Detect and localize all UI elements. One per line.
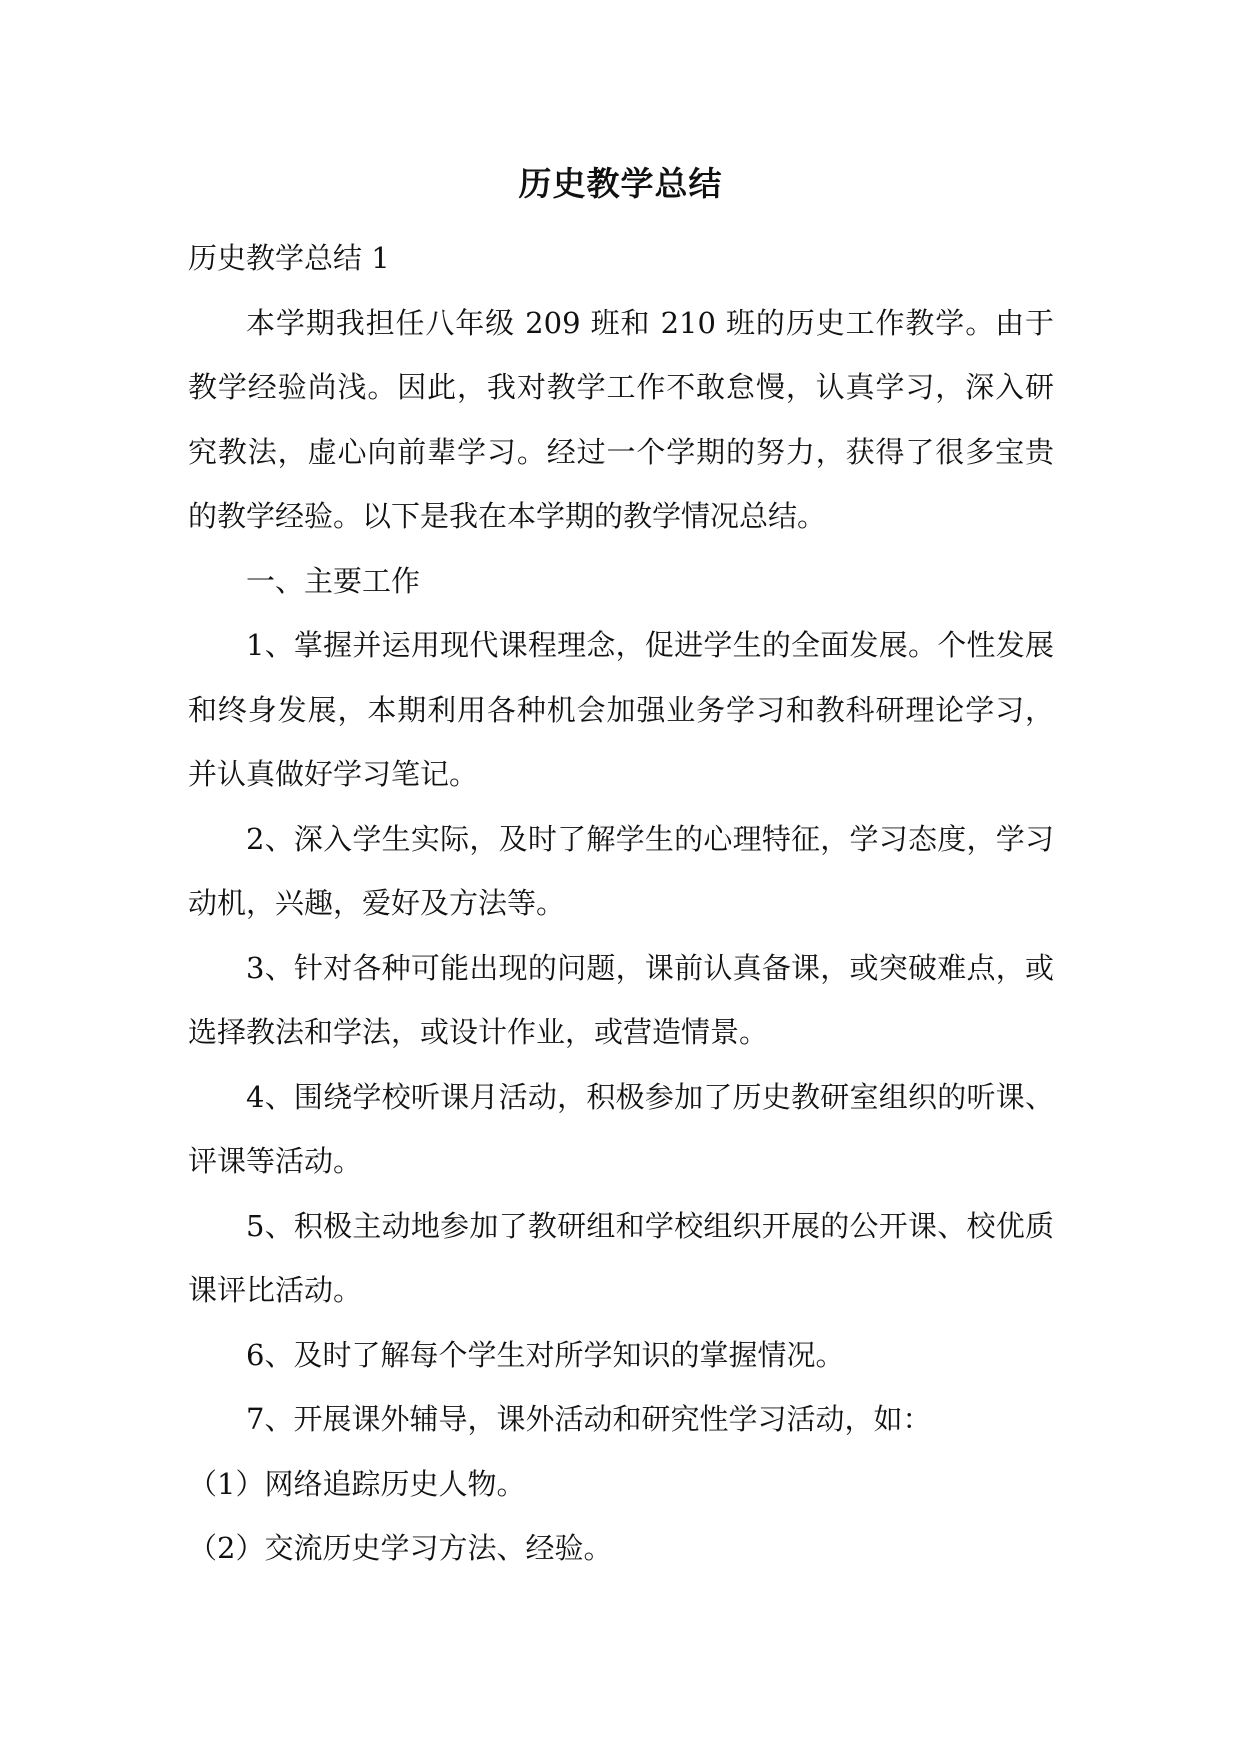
list-item: 4、围绕学校听课月活动，积极参加了历史教研室组织的听课、评课等活动。 [188,1079,1054,1178]
list-item: 5、积极主动地参加了教研组和学校组织开展的公开课、校优质课评比活动。 [188,1208,1054,1307]
list-item: 1、掌握并运用现代课程理念，促进学生的全面发展。个性发展和终身发展，本期利用各种机会加强业务学习和教科研理论学习，并认真做好学习笔记。 [188,628,1054,791]
sub-list-item: （1）网络追踪历史人物。 [188,1466,526,1501]
list-item: 6、及时了解每个学生对所学知识的掌握情况。 [246,1337,845,1372]
document-body [188,226,1054,1581]
sub-list-item: （2）交流历史学习方法、经验。 [188,1531,613,1565]
list-item: 7、开展课外辅导，课外活动和研究性学习活动，如： [246,1402,932,1436]
intro-paragraph: 本学期我担任八年级 209 班和 210 班的历史工作教学。由于教学经验尚浅。因此，我对教学工作不敢怠慢，认真学习，深入研究教法，虚心向前辈学习。经过一个学期的努力，获得了很多宝贵的教学经验。以下是我在本学期的教学情况总结。 [188,305,1054,533]
list-item: 2、深入学生实际，及时了解学生的心理特征，学习态度，学习动机，兴趣，爱好及方法等。 [188,821,1054,920]
list-item: 3、针对各种可能出现的问题，课前认真备课，或突破难点，或选择教法和学法，或设计作业，或营造情景。 [188,950,1054,1049]
document-title: 历史教学总结 [518,164,723,203]
section-heading: 一、主要工作 [246,563,421,598]
document-subtitle: 历史教学总结 1 [188,241,390,275]
